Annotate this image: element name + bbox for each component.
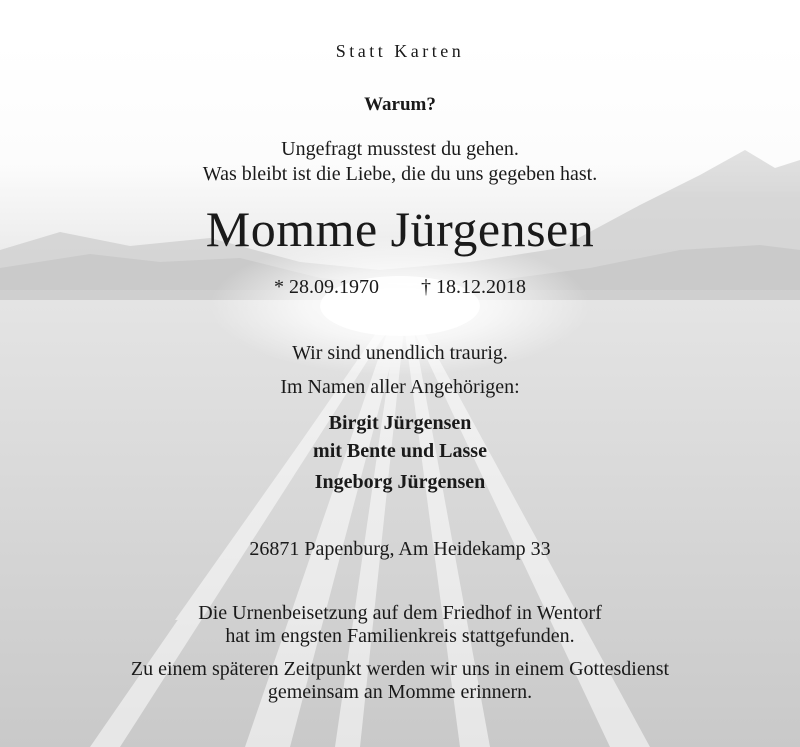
burial-note: Die Urnenbeisetzung auf dem Friedhof in Wentorf <box>198 602 602 624</box>
heading: Warum? <box>364 94 436 115</box>
life-dates <box>0 277 800 297</box>
family-address: 26871 Papenburg, Am Heidekamp 33 <box>249 538 551 560</box>
memorial-note: gemeinsam an Momme erinnern. <box>267 681 533 703</box>
death-date: † 18.12.2018 <box>421 276 526 298</box>
sentiment-text: Wir sind unendlich traurig. <box>292 342 508 364</box>
deceased-name: Momme Jürgensen <box>205 201 595 257</box>
on-behalf-text: Im Namen aller Angehörigen: <box>280 376 520 398</box>
birth-date: * 28.09.1970 <box>274 276 379 298</box>
mourner-name: Birgit Jürgensen <box>328 412 472 434</box>
mourner-name: Ingeborg Jürgensen <box>314 471 486 493</box>
memorial-note: Zu einem späteren Zeitpunkt werden wir uns in einem Gottesdienst <box>130 658 670 680</box>
verse-line: Ungefragt musstest du gehen. <box>281 138 519 160</box>
burial-note: hat im engsten Familienkreis stattgefunden. <box>225 625 575 647</box>
statt-karten-header: Statt Karten <box>335 41 465 61</box>
mourner-name: mit Bente und Lasse <box>313 440 487 462</box>
verse-line: Was bleibt ist die Liebe, die du uns gegeben hast. <box>202 163 598 185</box>
